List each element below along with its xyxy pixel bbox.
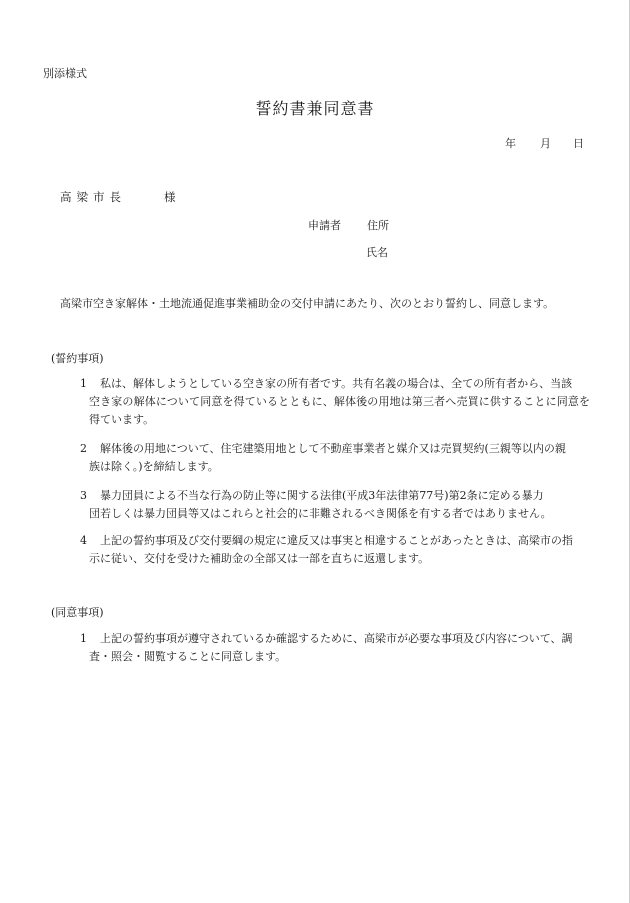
item-text-line1: 暴力団員による不当な行為の防止等に関する法律(平成3年法律第77号)第2条に定める暴力 [100,489,544,502]
date-month-label: 月 [540,137,551,150]
addressee [60,189,176,205]
pledge-item [80,487,590,523]
consent-item [80,630,590,666]
item-text-continued: 族は除く。)を締結します。 [89,460,219,473]
date-day-label: 日 [573,137,584,150]
pledge-item [80,532,590,568]
address-label: 住所 [367,219,389,232]
name-label: 氏名 [366,246,388,259]
date-year-label: 年 [505,137,516,150]
item-text-continued: 査・照会・閲覧することに同意します。 [89,650,287,663]
item-number: 2 [80,442,87,455]
item-number: 4 [80,534,87,547]
consents-heading: (同意事項) [51,606,104,619]
applicant-label: 申請者 [308,219,341,232]
pledge-item [80,375,590,429]
pledges-heading: (誓約事項) [51,352,104,365]
document-title: 誓約書兼同意書 [255,99,375,118]
item-number: 1 [80,632,87,645]
pledge-item [80,440,590,476]
item-number: 1 [80,377,87,390]
addressee-name: 高梁市長 [60,190,126,204]
item-text-continued: 団若しくは暴力団員等又はこれらと社会的に非難されるべき関係を有する者ではありません。 [89,507,552,520]
addressee-suffix: 様 [164,190,176,204]
intro-statement: 高梁市空き家解体・土地流通促進事業補助金の交付申請にあたり、次のとおり誓約し、同意します。 [60,297,555,310]
item-text-continued: 示に従い、交付を受けた補助金の全部又は一部を直ちに返還します。 [89,552,430,565]
item-text-line1: 解体後の用地について、住宅建築用地として不動産事業者と媒介又は売買契約(三親等以内の親 [100,442,566,455]
item-text-line1: 上記の誓約事項及び交付要綱の規定に違反又は事実と相違することがあったときは、高梁市の指 [100,534,573,547]
item-text-continued: 空き家の解体について同意を得ているとともに、解体後の用地は第三者へ売買に供することに同意を得ています。 [89,395,590,426]
form-label: 別添様式 [43,67,87,80]
item-text-line1: 上記の誓約事項が遵守されているか確認するために、高梁市が必要な事項及び内容について、調 [100,632,573,645]
item-number: 3 [80,489,87,502]
item-text-line1: 私は、解体しようとしている空き家の所有者です。共有名義の場合は、全ての所有者から、当該 [100,377,573,390]
